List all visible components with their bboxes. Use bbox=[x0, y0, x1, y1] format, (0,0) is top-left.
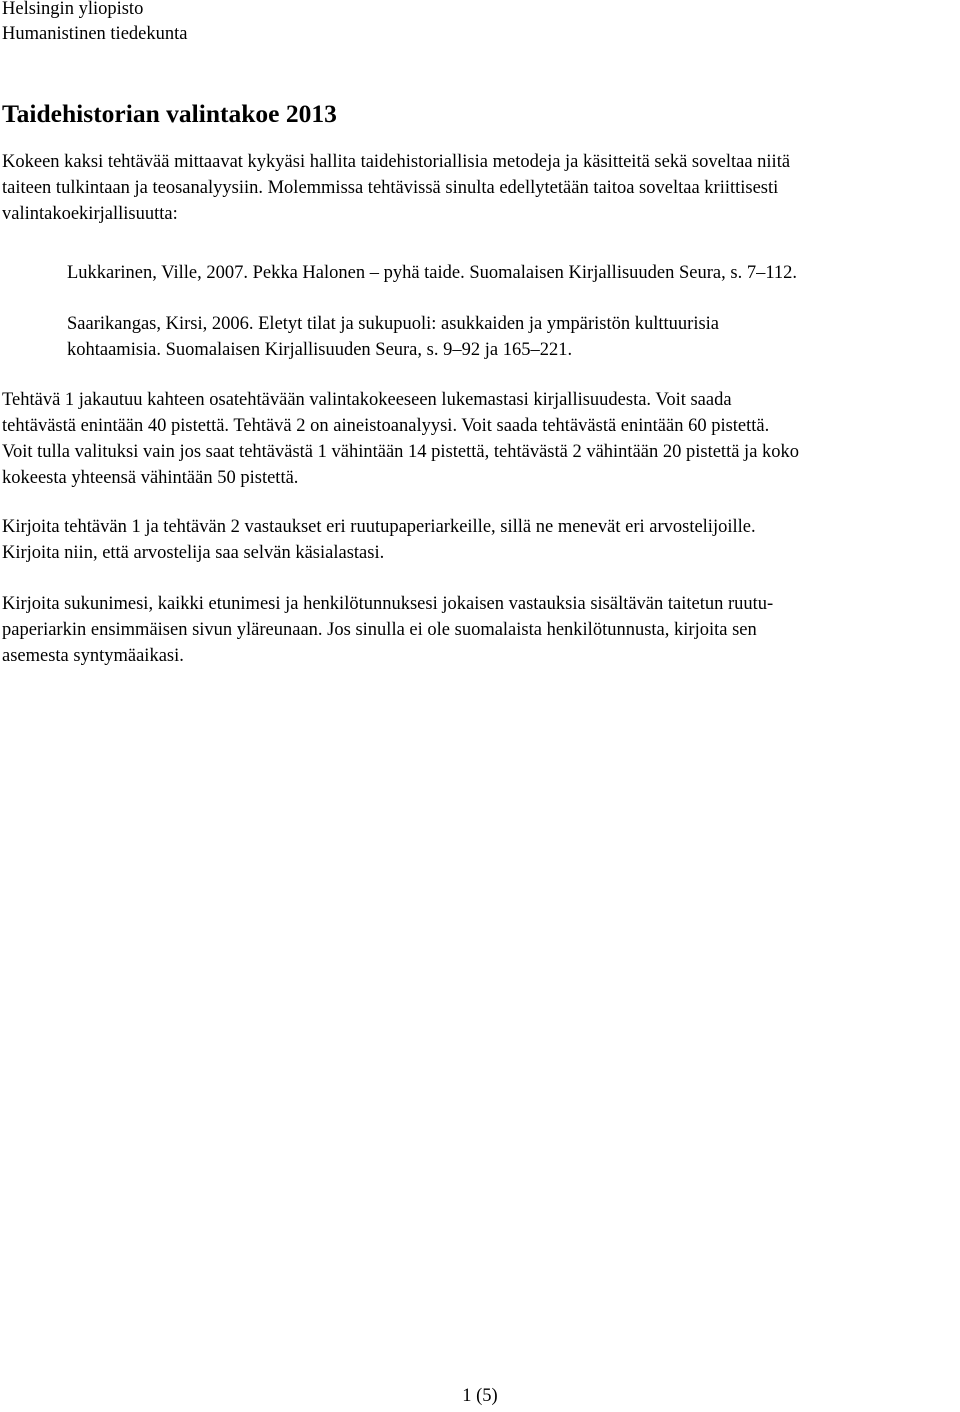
faculty-name: Humanistinen tiedekunta bbox=[2, 24, 188, 44]
reference-lukkarinen bbox=[67, 260, 797, 286]
page-number: 1 (5) bbox=[462, 1386, 498, 1406]
identity-instructions-line: paperiarkin ensimmäisen sivun yläreunaan. Jos sinulla ei ole suomalaista henkilötunnusta, kirjoita sen bbox=[2, 620, 757, 640]
identity-instructions-line: Kirjoita sukunimesi, kaikki etunimesi ja henkilötunnuksesi jokaisen vastauksia sisältävän taitetun ruutu- bbox=[2, 594, 774, 614]
scoring-line: Tehtävä 1 jakautuu kahteen osatehtävään valintakokeeseen lukemastasi kirjallisuudesta. Voit saada bbox=[2, 390, 732, 410]
reference-saarikangas bbox=[67, 311, 719, 363]
reference-line: Saarikangas, Kirsi, 2006. Eletyt tilat ja sukupuoli: asukkaiden ja ympäristön kulttuurisia bbox=[67, 314, 720, 334]
reference-line: kohtaamisia. Suomalaisen Kirjallisuuden Seura, s. 9–92 ja 165–221. bbox=[67, 340, 573, 360]
scoring-line: kokeesta yhteensä vähintään 50 pistettä. bbox=[2, 468, 299, 488]
writing-instructions-line: Kirjoita tehtävän 1 ja tehtävän 2 vastaukset eri ruutupaperiarkeille, sillä ne menevät eri arvostelijoille. bbox=[2, 517, 756, 537]
document-title: Taidehistorian valintakoe 2013 bbox=[2, 99, 337, 128]
writing-instructions-line: Kirjoita niin, että arvostelija saa selvän käsialastasi. bbox=[2, 543, 385, 563]
scoring-paragraph bbox=[2, 387, 957, 491]
institution-header bbox=[2, 0, 187, 47]
writing-instructions-paragraph bbox=[2, 514, 957, 566]
identity-instructions-line: asemesta syntymäaikasi. bbox=[2, 646, 184, 666]
university-name: Helsingin yliopisto bbox=[2, 0, 144, 19]
scoring-line: Voit tulla valituksi vain jos saat tehtävästä 1 vähintään 14 pistettä, tehtävästä 2 vähintään 20 pistettä ja koko bbox=[2, 442, 800, 462]
intro-line: Kokeen kaksi tehtävää mittaavat kykyäsi hallita taidehistoriallisia metodeja ja käsitteitä sekä soveltaa niitä bbox=[2, 152, 791, 172]
intro-paragraph bbox=[2, 149, 957, 227]
intro-line: valintakoekirjallisuutta: bbox=[2, 204, 178, 224]
identity-instructions-paragraph bbox=[2, 591, 957, 669]
scoring-line: tehtävästä enintään 40 pistettä. Tehtävä 2 on aineistoanalyysi. Voit saada tehtävästä enintään 60 pistettä. bbox=[2, 416, 770, 436]
reference-line: Lukkarinen, Ville, 2007. Pekka Halonen – pyhä taide. Suomalaisen Kirjallisuuden Seura, s. 7–112. bbox=[67, 263, 798, 283]
intro-line: taiteen tulkintaan ja teosanalyysiin. Molemmissa tehtävissä sinulta edellytetään taitoa soveltaa kriittisesti bbox=[2, 178, 779, 198]
